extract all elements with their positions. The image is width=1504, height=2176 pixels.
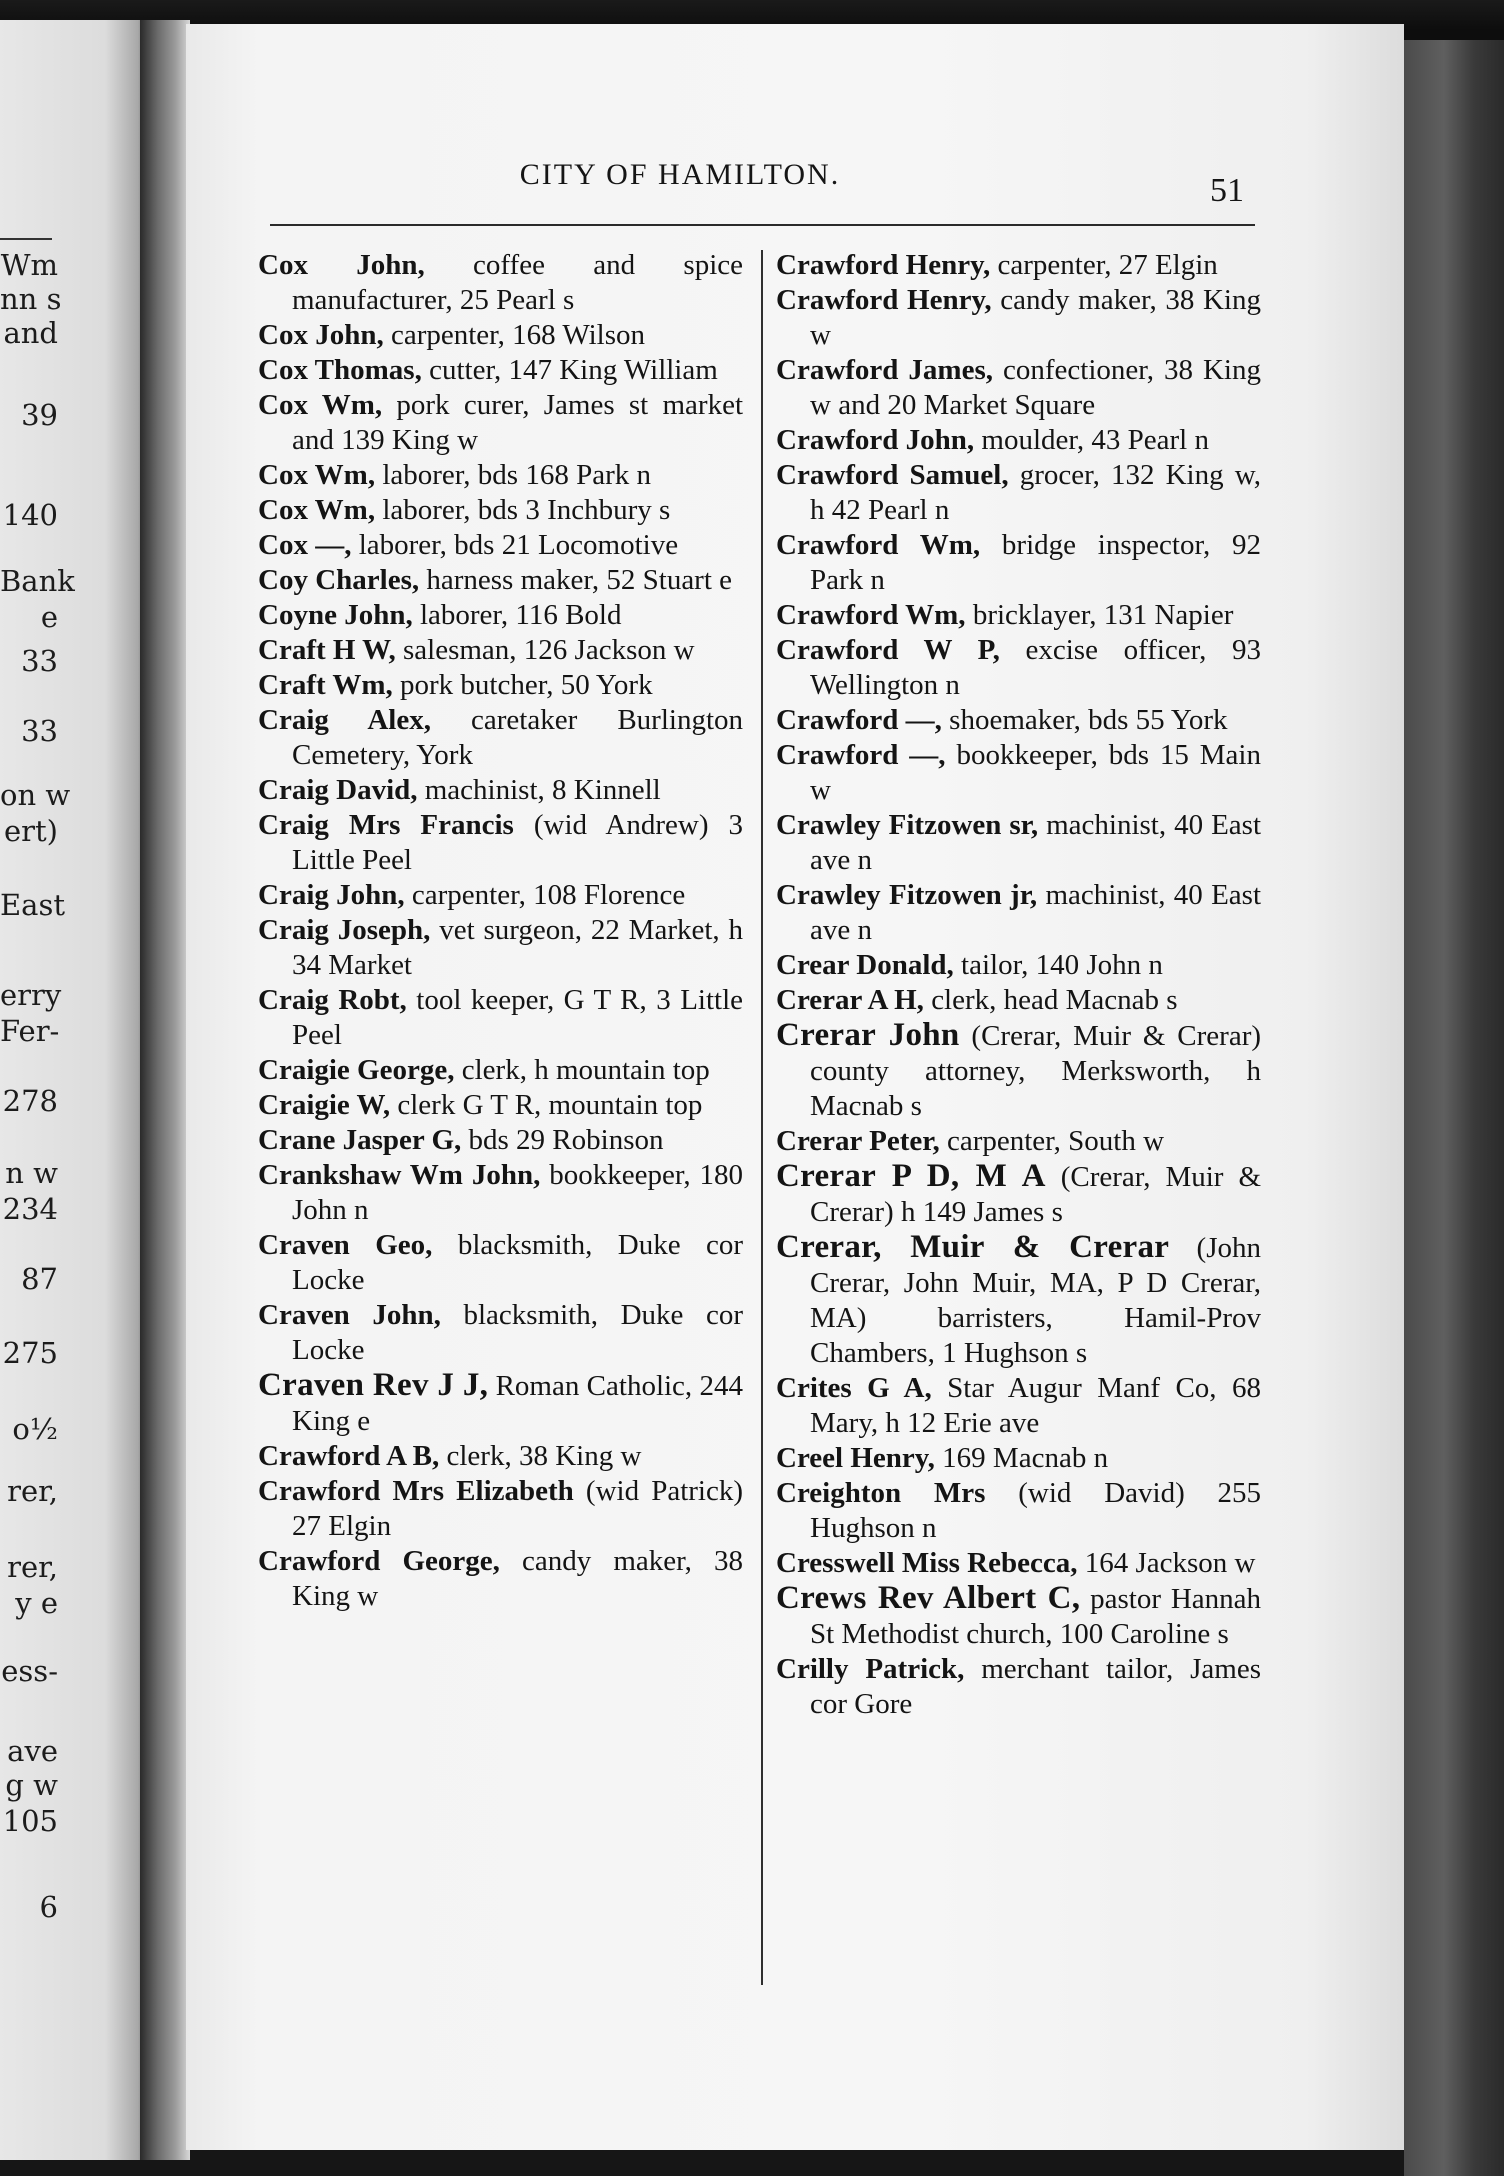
directory-entry — [776, 1441, 1261, 1476]
previous-page-fragment: 33 — [21, 714, 58, 748]
entry-name: Crerar Peter, — [776, 1125, 940, 1157]
running-title: CITY OF HAMILTON. — [519, 158, 841, 191]
entry-detail: candy maker, 38 King w — [810, 284, 1261, 351]
entry-detail: shoemaker, bds 55 York — [949, 704, 1228, 736]
entry-name: Crawley Fitzowen sr, — [776, 809, 1039, 841]
entry-detail: merchant tailor, James cor Gore — [810, 1653, 1261, 1720]
previous-page-fragment: on w — [0, 778, 71, 812]
directory-entry — [258, 808, 743, 878]
directory-entry — [776, 1581, 1261, 1652]
previous-page-fragment: 275 — [2, 1336, 58, 1370]
entry-name: Cox Thomas, — [258, 354, 422, 386]
directory-entry — [776, 1371, 1261, 1441]
entry-name: Cox Wm, — [258, 389, 383, 421]
entry-detail: pastor Hannah St Methodist church, 100 Caroline s — [810, 1583, 1262, 1650]
previous-page-fragment: Fer- — [0, 1014, 60, 1048]
previous-page-fragment: ert) — [4, 814, 58, 848]
entry-detail: carpenter, 108 Florence — [411, 879, 686, 911]
previous-page-fragment: e — [40, 600, 58, 634]
entry-detail: machinist, 40 East ave n — [810, 809, 1261, 876]
book-gutter — [140, 20, 190, 2160]
entry-name: Craig Robt, — [258, 984, 407, 1016]
entry-detail: machinist, 8 Kinnell — [424, 774, 661, 806]
left-column — [258, 248, 743, 1614]
previous-page-rule — [0, 238, 52, 240]
entry-name: Craigie George, — [258, 1054, 455, 1086]
previous-page-fragment: rer, — [7, 1550, 58, 1584]
entry-detail: carpenter, 168 Wilson — [390, 319, 645, 351]
directory-entry — [776, 1159, 1261, 1230]
entry-detail: blacksmith, Duke cor Locke — [292, 1229, 743, 1296]
entry-detail: bricklayer, 131 Napier — [972, 599, 1234, 631]
previous-page-fragment: 33 — [21, 644, 58, 678]
entry-name: Cox Wm, — [258, 494, 376, 526]
previous-page-fragment: 140 — [2, 498, 58, 532]
entry-detail: candy maker, 38 King w — [292, 1545, 744, 1612]
header-rule — [270, 224, 1255, 226]
entry-detail: machinist, 40 East ave n — [810, 879, 1262, 946]
directory-entry — [776, 1546, 1261, 1581]
entry-detail: bookkeeper, bds 15 Main w — [810, 739, 1261, 806]
directory-entry — [776, 1652, 1261, 1722]
previous-page-fragment: Wm — [0, 248, 58, 282]
entry-detail: coffee and spice manufacturer, 25 Pearl s — [292, 249, 743, 316]
previous-page-fragment: 6 — [39, 1890, 58, 1924]
entry-detail: confectioner, 38 King w and 20 Market Square — [810, 354, 1261, 421]
entry-name: Craven John, — [258, 1299, 441, 1331]
entry-name: Craig Joseph, — [258, 914, 431, 946]
previous-page-fragment: 105 — [2, 1804, 58, 1838]
directory-entry — [258, 773, 743, 808]
directory-entry — [776, 738, 1261, 808]
entry-name: Creel Henry, — [776, 1442, 935, 1474]
directory-entry — [776, 878, 1261, 948]
directory-entry — [258, 1474, 743, 1544]
entry-name: Crites G A, — [776, 1372, 932, 1404]
entry-name: Crawford W P, — [776, 634, 1000, 666]
book-right-edge — [1404, 40, 1504, 2176]
entry-name: Crerar P D, M A — [776, 1158, 1046, 1194]
page-number: 51 — [1210, 172, 1244, 209]
entry-name: Coyne John, — [258, 599, 413, 631]
entry-name: Crews Rev Albert C, — [776, 1580, 1081, 1616]
directory-entry — [776, 983, 1261, 1018]
directory-entry — [776, 1018, 1261, 1124]
right-column — [776, 248, 1261, 1722]
entry-detail: (wid Patrick) 27 Elgin — [292, 1475, 743, 1542]
entry-name: Crawford A B, — [258, 1440, 440, 1472]
previous-page-fragment: East — [0, 888, 65, 922]
previous-page-fragment: nn s — [0, 282, 62, 316]
directory-entry — [776, 248, 1261, 283]
entry-detail: grocer, 132 King w, h 42 Pearl n — [810, 459, 1261, 526]
entry-detail: carpenter, South w — [946, 1125, 1165, 1157]
entry-detail: clerk G T R, mountain top — [397, 1089, 703, 1121]
directory-entry — [776, 283, 1261, 353]
entry-name: Cox John, — [258, 249, 425, 281]
directory-entry — [776, 808, 1261, 878]
directory-entry — [258, 353, 743, 388]
directory-entry — [776, 598, 1261, 633]
entry-detail: laborer, bds 3 Inchbury s — [382, 494, 671, 526]
entry-name: Crerar, Muir & Crerar — [776, 1229, 1170, 1265]
directory-entry — [776, 703, 1261, 738]
previous-page-fragment: erry — [0, 978, 62, 1012]
previous-page-fragment: 278 — [2, 1084, 58, 1118]
entry-detail: (wid David) 255 Hughson n — [810, 1477, 1262, 1544]
directory-entry — [776, 423, 1261, 458]
directory-entry — [776, 633, 1261, 703]
entry-detail: moulder, 43 Pearl n — [981, 424, 1209, 456]
entry-detail: pork curer, James st market and 139 King w — [292, 389, 744, 456]
previous-page-fragment: y e — [15, 1586, 58, 1620]
entry-detail: excise officer, 93 Wellington n — [810, 634, 1262, 701]
entry-detail: (Crerar, Muir & Crerar) h 149 James s — [810, 1161, 1261, 1228]
entry-name: Craig John, — [258, 879, 405, 911]
directory-entry — [258, 633, 743, 668]
entry-name: Crawford John, — [776, 424, 975, 456]
entry-detail: clerk, h mountain top — [461, 1054, 710, 1086]
directory-entry — [258, 1298, 743, 1368]
entry-name: Crawford Henry, — [776, 284, 992, 316]
entry-name: Cox John, — [258, 319, 384, 351]
previous-page-fragment: ave — [7, 1734, 58, 1768]
directory-entry — [258, 1544, 743, 1614]
entry-detail: bridge inspector, 92 Park n — [810, 529, 1261, 596]
entry-detail: laborer, bds 168 Park n — [382, 459, 651, 491]
previous-page-fragment: 234 — [2, 1192, 58, 1226]
directory-entry — [258, 1368, 743, 1439]
entry-name: Craig Alex, — [258, 704, 431, 736]
entry-name: Crawford George, — [258, 1545, 500, 1577]
entry-name: Craven Rev J J, — [258, 1367, 489, 1403]
entry-name: Cox —, — [258, 529, 352, 561]
previous-page-fragment: Bank — [0, 564, 75, 598]
directory-entry — [258, 1123, 743, 1158]
entry-detail: clerk, 38 King w — [446, 1440, 642, 1472]
entry-detail: bds 29 Robinson — [468, 1124, 664, 1156]
previous-page-fragment: and — [3, 316, 58, 350]
entry-name: Crerar John — [776, 1017, 960, 1053]
directory-entry — [258, 668, 743, 703]
entry-name: Crane Jasper G, — [258, 1124, 462, 1156]
entry-name: Craven Geo, — [258, 1229, 433, 1261]
entry-detail: clerk, head Macnab s — [931, 984, 1178, 1016]
directory-entry — [258, 878, 743, 913]
entry-name: Coy Charles, — [258, 564, 420, 596]
directory-entry — [258, 983, 743, 1053]
entry-detail: Star Augur Manf Co, 68 Mary, h 12 Erie ave — [810, 1372, 1261, 1439]
previous-page-fragment: rer, — [7, 1474, 58, 1508]
entry-detail: carpenter, 27 Elgin — [997, 249, 1218, 281]
directory-entry — [258, 1158, 743, 1228]
entry-detail: laborer, bds 21 Locomotive — [358, 529, 679, 561]
directory-entry — [776, 528, 1261, 598]
entry-name: Crawford Mrs Elizabeth — [258, 1475, 574, 1507]
entry-detail: vet surgeon, 22 Market, h 34 Market — [292, 914, 744, 981]
entry-detail: 169 Macnab n — [942, 1442, 1109, 1474]
previous-page-fragment: 87 — [21, 1262, 58, 1296]
entry-name: Crilly Patrick, — [776, 1653, 965, 1685]
entry-name: Cox Wm, — [258, 459, 376, 491]
directory-entry — [258, 388, 743, 458]
directory-entry — [258, 493, 743, 528]
entry-name: Crawford —, — [776, 739, 946, 771]
entry-detail: cutter, 147 King William — [429, 354, 718, 386]
directory-entry — [776, 1230, 1261, 1371]
entry-detail: salesman, 126 Jackson w — [403, 634, 695, 666]
entry-name: Crawford Wm, — [776, 599, 966, 631]
directory-entry — [258, 1228, 743, 1298]
entry-name: Crawford —, — [776, 704, 942, 736]
entry-name: Craig David, — [258, 774, 418, 806]
directory-entry — [776, 1476, 1261, 1546]
directory-entry — [258, 248, 743, 318]
entry-detail: pork butcher, 50 York — [400, 669, 653, 701]
entry-name: Creighton Mrs — [776, 1477, 986, 1509]
entry-name: Crerar A H, — [776, 984, 924, 1016]
entry-detail: bookkeeper, 180 John n — [292, 1159, 743, 1226]
directory-entry — [258, 1053, 743, 1088]
directory-entry — [258, 458, 743, 493]
directory-entry — [258, 563, 743, 598]
previous-page-fragment: ess- — [1, 1654, 58, 1688]
directory-entry — [776, 1124, 1261, 1159]
entry-name: Cresswell Miss Rebecca, — [776, 1547, 1078, 1579]
entry-detail: harness maker, 52 Stuart e — [426, 564, 733, 596]
entry-detail: blacksmith, Duke cor Locke — [292, 1299, 743, 1366]
entry-name: Crawford James, — [776, 354, 993, 386]
previous-page-edge — [0, 20, 150, 2160]
previous-page-fragment: o½ — [12, 1412, 58, 1446]
entry-name: Crawford Samuel, — [776, 459, 1009, 491]
directory-entry — [258, 598, 743, 633]
entry-name: Crear Donald, — [776, 949, 954, 981]
entry-detail: (Crerar, Muir & Crerar) county attorney, Merksworth, h Macnab s — [810, 1020, 1262, 1122]
directory-entry — [258, 1439, 743, 1474]
entry-detail: 164 Jackson w — [1084, 1547, 1256, 1579]
entry-name: Crawley Fitzowen jr, — [776, 879, 1038, 911]
directory-entry — [258, 528, 743, 563]
entry-name: Craft Wm, — [258, 669, 393, 701]
directory-entry — [776, 353, 1261, 423]
entry-detail: tailor, 140 John n — [961, 949, 1163, 981]
previous-page-fragment: n w — [5, 1156, 58, 1190]
column-divider — [761, 250, 763, 1985]
entry-name: Craigie W, — [258, 1089, 391, 1121]
directory-entry — [258, 913, 743, 983]
previous-page-fragment: g w — [5, 1768, 58, 1802]
entry-name: Craig Mrs Francis — [258, 809, 514, 841]
entry-detail: laborer, 116 Bold — [419, 599, 622, 631]
entry-name: Crankshaw Wm John, — [258, 1159, 541, 1191]
entry-detail: (wid Andrew) 3 Little Peel — [292, 809, 743, 876]
entry-detail: Roman Catholic, 244 King e — [292, 1370, 744, 1437]
directory-entry — [776, 458, 1261, 528]
entry-name: Crawford Wm, — [776, 529, 981, 561]
directory-entry — [258, 1088, 743, 1123]
directory-entry — [258, 703, 743, 773]
directory-entry — [776, 948, 1261, 983]
entry-detail: caretaker Burlington Cemetery, York — [292, 704, 743, 771]
entry-name: Crawford Henry, — [776, 249, 991, 281]
previous-page-fragment: 39 — [21, 398, 58, 432]
entry-detail: tool keeper, G T R, 3 Little Peel — [292, 984, 744, 1051]
entry-detail: (John Crerar, John Muir, MA, P D Crerar, MA) barristers, Hamil-Prov Chambers, 1 Hughson s — [810, 1232, 1261, 1369]
directory-entry — [258, 318, 743, 353]
entry-name: Craft H W, — [258, 634, 396, 666]
